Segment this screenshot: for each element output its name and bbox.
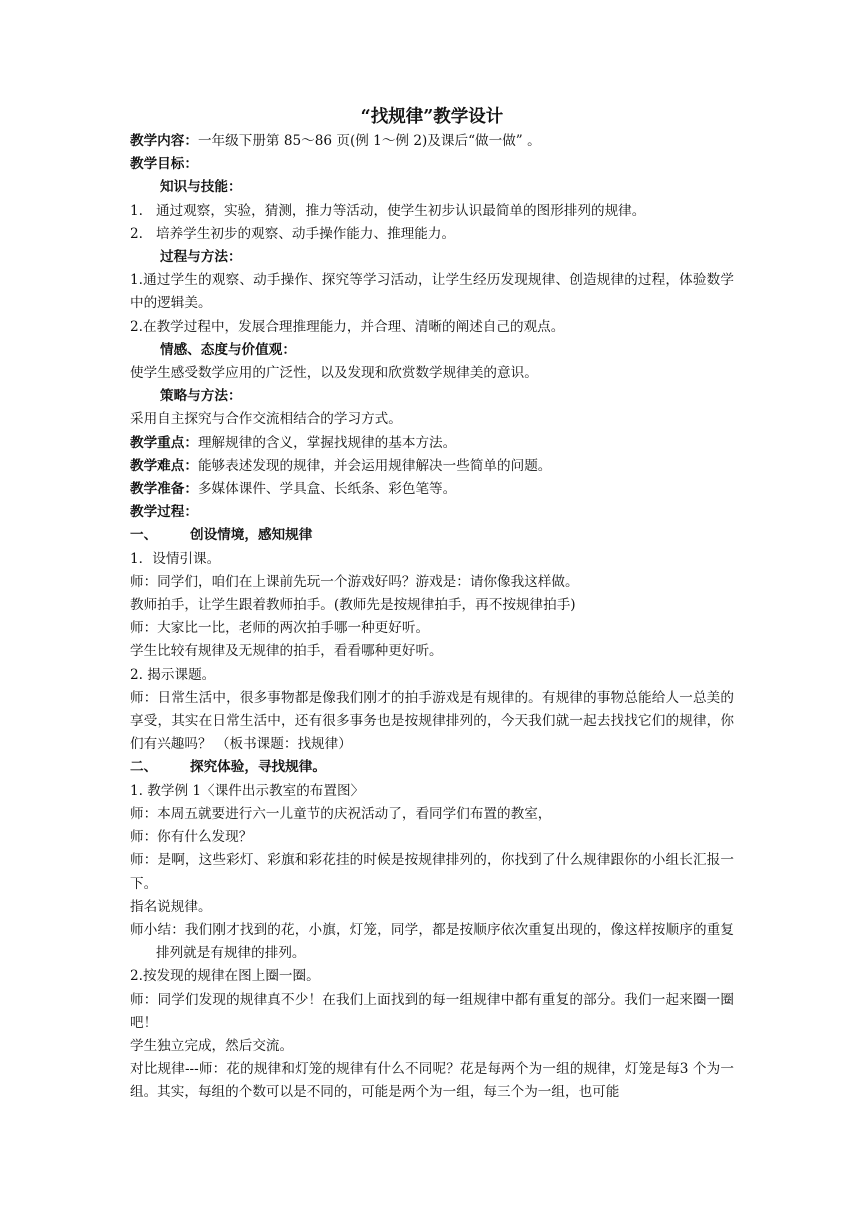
- paragraph: 指名说规律。: [130, 898, 212, 915]
- prep-text: 多媒体课件、学具盒、长纸条、彩色笔等。: [197, 481, 457, 498]
- difficulty-text: 能够表述发现的规律，并会运用规律解决一些简单的问题。: [197, 457, 552, 474]
- knowledge-heading: 知识与技能：: [160, 179, 242, 196]
- paragraph: 师：日常生活中，很多事物都是像我们刚才的拍手游戏是有规律的。有规律的事物总能给人一总美的享受，其实在日常生活中，还有很多事务也是按规律排列的，今天我们就一起去找找它们的规律，你们有兴趣吗？ （板书课题：找规律）: [130, 689, 734, 753]
- difficulty-line: [130, 455, 734, 478]
- paragraph: 教师拍手，让学生跟着教师拍手。(教师先是按规律拍手，再不按规律拍手): [130, 597, 576, 614]
- item-text: 通过观察，实验，猜测，推力等活动，使学生初步认识最简单的图形排列的规律。: [156, 202, 646, 219]
- knowledge-item: [130, 200, 734, 223]
- paragraph: 师：大家比一比，老师的两次拍手哪一种更好听。: [130, 620, 430, 637]
- paragraph: 师：是啊，这些彩灯、彩旗和彩花挂的时候是按规律排列的，你找到了什么规律跟你的小组长汇报一下。: [130, 852, 734, 892]
- document-body: [130, 104, 734, 1105]
- key-text: 理解规律的含义，掌握找规律的基本方法。: [197, 434, 457, 451]
- paragraph: 对比规律---师：花的规律和灯笼的规律有什么不同呢？花是每两个为一组的规律，灯笼是每3 个为一组。其实，每组的个数可以是不同的，可能是两个为一组，每三个为一组，也可能: [130, 1061, 734, 1101]
- goals-label: 教学目标：: [130, 156, 198, 173]
- process-item: 1.通过学生的观察、动手操作、探究等学习活动，让学生经历发现规律、创造规律的过程，体验数学中的逻辑美。: [130, 272, 734, 312]
- paragraph: 2.按发现的规律在图上圈一圈。: [130, 968, 320, 985]
- section-title: 探究体验，寻找规律。: [190, 759, 326, 776]
- key-label: 教学重点：: [130, 434, 198, 451]
- content-label: 教学内容：: [130, 133, 198, 149]
- procedure-label: 教学过程：: [130, 504, 198, 521]
- emotion-text: 使学生感受数学应用的广泛性，以及发现和欣赏数学规律美的意识。: [130, 365, 538, 382]
- item-number: 2.: [130, 225, 143, 242]
- paragraph: 师：同学们发现的规律真不少！在我们上面找到的每一组规律中都有重复的部分。我们一起来圈一圈吧！: [130, 991, 734, 1031]
- key-point-line: [130, 432, 734, 455]
- emotion-heading: 情感、态度与价值观：: [160, 341, 296, 358]
- section-number: 二、: [130, 759, 158, 776]
- section-heading: [130, 756, 734, 779]
- strategy-text: 采用自主探究与合作交流相结合的学习方式。: [130, 411, 402, 428]
- section-number: 一、: [130, 527, 158, 544]
- process-heading: 过程与方法：: [160, 249, 242, 266]
- section-title: 创设情境，感知规律: [190, 527, 313, 544]
- paragraph: 1. 教学例 1〈课件出示教室的布置图〉: [130, 782, 365, 799]
- paragraph: 2. 揭示课题。: [130, 666, 216, 683]
- prep-line: [130, 478, 734, 501]
- summary-paragraph: 师小结：我们刚才找到的花，小旗，灯笼，同学，都是按顺序依次重复出现的，像这样按顺序的重复排列就是有规律的排列。: [130, 921, 734, 962]
- knowledge-item: [130, 223, 734, 246]
- paragraph: 学生比较有规律及无规律的拍手，看看哪种更好听。: [130, 643, 443, 660]
- paragraph: 师：同学们，咱们在上课前先玩一个游戏好吗？游戏是：请你像我这样做。: [130, 573, 579, 590]
- prep-label: 教学准备：: [130, 481, 198, 498]
- process-item: 2.在教学过程中，发展合理推理能力，并合理、清晰的阐述自己的观点。: [130, 318, 565, 335]
- paragraph: 师：你有什么发现？: [130, 829, 253, 846]
- strategy-heading: 策略与方法：: [160, 388, 242, 405]
- section-heading: [130, 524, 734, 547]
- document-title: “找规律”教学设计: [360, 107, 504, 127]
- paragraph: 1．设情引课。: [130, 550, 221, 567]
- paragraph: 学生独立完成，然后交流。: [130, 1037, 294, 1054]
- difficulty-label: 教学难点：: [130, 457, 198, 474]
- content-text: 一年级下册第 85～86 页(例 1～例 2)及课后“做一做” 。: [197, 133, 541, 149]
- item-number: 1.: [130, 202, 143, 219]
- paragraph: 师：本周五就要进行六一儿童节的庆祝活动了，看同学们布置的教室，: [130, 805, 552, 822]
- content-line: [130, 130, 734, 153]
- item-text: 培养学生初步的观察、动手操作能力、推理能力。: [156, 225, 456, 242]
